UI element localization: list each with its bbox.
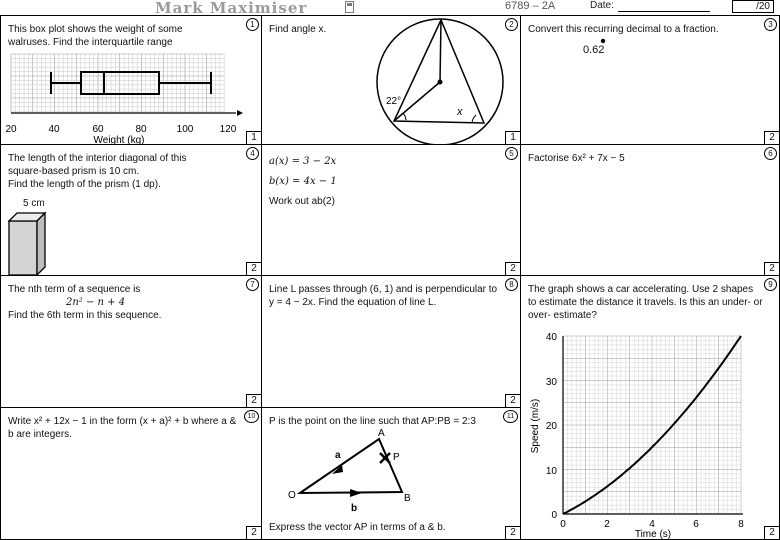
side-label: 5 cm [23, 198, 45, 209]
point-p-label: P [393, 452, 400, 463]
marks-box: 2 [246, 262, 261, 275]
axis-label: Weight (kg) [93, 135, 145, 146]
question-5 [261, 144, 521, 276]
question-number: 1 [246, 18, 259, 31]
question-7 [0, 275, 262, 408]
question-text: This box plot shows the weight of some walruses. Find the interquartile range [8, 24, 183, 48]
question-3 [520, 15, 780, 145]
date-field[interactable] [618, 11, 710, 12]
question-text: P is the point on the line such that AP:PB = 2:3 [269, 416, 476, 427]
x-tick-label: 0 [560, 519, 566, 530]
vector-a-label: a [335, 450, 341, 461]
circle-diagram [262, 16, 521, 145]
question-10 [0, 407, 262, 540]
recurring-dot [599, 38, 619, 48]
point-b-label: B [404, 493, 411, 504]
question-text: Write x² + 12x − 1 in the form (x + a)² + b where a & b are integers. [8, 416, 237, 440]
y-tick-label: 0 [551, 510, 557, 521]
question-number: 6 [764, 147, 777, 160]
marks-box: 2 [246, 526, 261, 539]
speed-time-graph [521, 276, 780, 540]
question-number: 10 [244, 410, 259, 423]
y-tick-label: 40 [545, 332, 557, 343]
x-tick-label: 6 [693, 519, 699, 530]
question-number: 2 [505, 18, 518, 31]
question-9 [520, 275, 780, 540]
question-number: 7 [246, 278, 259, 291]
marks-box: 2 [505, 394, 520, 407]
marks-box: 1 [246, 131, 261, 144]
question-number: 3 [764, 18, 777, 31]
question-2 [261, 15, 521, 145]
nth-term-expression: 2n² − n + 4 [66, 297, 126, 308]
question-number: 5 [505, 147, 518, 160]
question-11 [261, 407, 521, 540]
question-text: Work out ab(2) [269, 196, 335, 207]
x-tick-label: 2 [604, 519, 610, 530]
question-text: Convert this recurring decimal to a fraction. [528, 24, 719, 35]
recurring-decimal: 0.62 [583, 44, 605, 56]
question-text: The nth term of a sequence is [8, 284, 141, 295]
worksheet-title: Mark Maximiser [155, 0, 308, 17]
box-plot [1, 16, 262, 145]
score-box[interactable]: /20 [732, 0, 774, 13]
marks-box: 2 [505, 526, 520, 539]
point-o-label: O [288, 490, 296, 501]
point-a-label: A [378, 428, 385, 439]
tick-label: 100 [176, 124, 194, 135]
question-number: 11 [503, 410, 518, 423]
calculator-icon [345, 1, 354, 13]
tick-label: 40 [48, 124, 60, 135]
y-axis-label: Speed (m/s) [530, 398, 541, 454]
question-text: The graph shows a car accelerating. Use 2 shapes to estimate the distance it travels. Is this an under- or over- estimate? [528, 284, 763, 321]
marks-box: 2 [764, 131, 779, 144]
angle-variable: x [457, 106, 463, 118]
question-text: Find the 6th term in this sequence. [8, 310, 162, 321]
tick-label: 60 [92, 124, 104, 135]
tick-label: 80 [135, 124, 147, 135]
question-number: 9 [764, 278, 777, 291]
worksheet-code: 6789 – 2A [505, 0, 556, 12]
question-6 [520, 144, 780, 276]
question-1 [0, 15, 262, 145]
question-text: The length of the interior diagonal of this square-based prism is 10 cm. [8, 153, 187, 177]
tick-label: 120 [219, 124, 237, 135]
question-text: Line L passes through (6, 1) and is perpendicular to y = 4 − 2x. Find the equation of line L. [269, 284, 498, 308]
question-text: Find angle x. [269, 24, 327, 35]
function-a: a(x) = 3 − 2x [269, 156, 337, 167]
y-tick-label: 30 [545, 377, 557, 388]
question-text: Find the length of the prism (1 dp). [8, 179, 161, 190]
y-tick-label: 10 [545, 466, 557, 477]
marks-box: 2 [246, 394, 261, 407]
date-label: Date: [590, 0, 614, 11]
question-footer: Express the vector AP in terms of a & b. [269, 522, 446, 533]
function-b: b(x) = 4x − 1 [269, 176, 337, 187]
question-8 [261, 275, 521, 408]
x-tick-label: 4 [649, 519, 655, 530]
vector-b-label: b [351, 503, 358, 514]
angle-label: 22° [386, 96, 402, 107]
x-axis-label: Time (s) [634, 529, 672, 540]
tick-label: 20 [5, 124, 17, 135]
prism-diagram [5, 209, 65, 276]
marks-box: 2 [505, 262, 520, 275]
marks-box: 2 [764, 526, 779, 539]
question-number: 8 [505, 278, 518, 291]
question-text: Factorise 6x² + 7x − 5 [528, 153, 625, 164]
page-header [0, 0, 780, 16]
question-number: 4 [246, 147, 259, 160]
x-tick-label: 8 [738, 519, 744, 530]
marks-box: 2 [764, 262, 779, 275]
marks-box: 1 [505, 131, 520, 144]
y-tick-label: 20 [545, 421, 557, 432]
question-4 [0, 144, 262, 276]
